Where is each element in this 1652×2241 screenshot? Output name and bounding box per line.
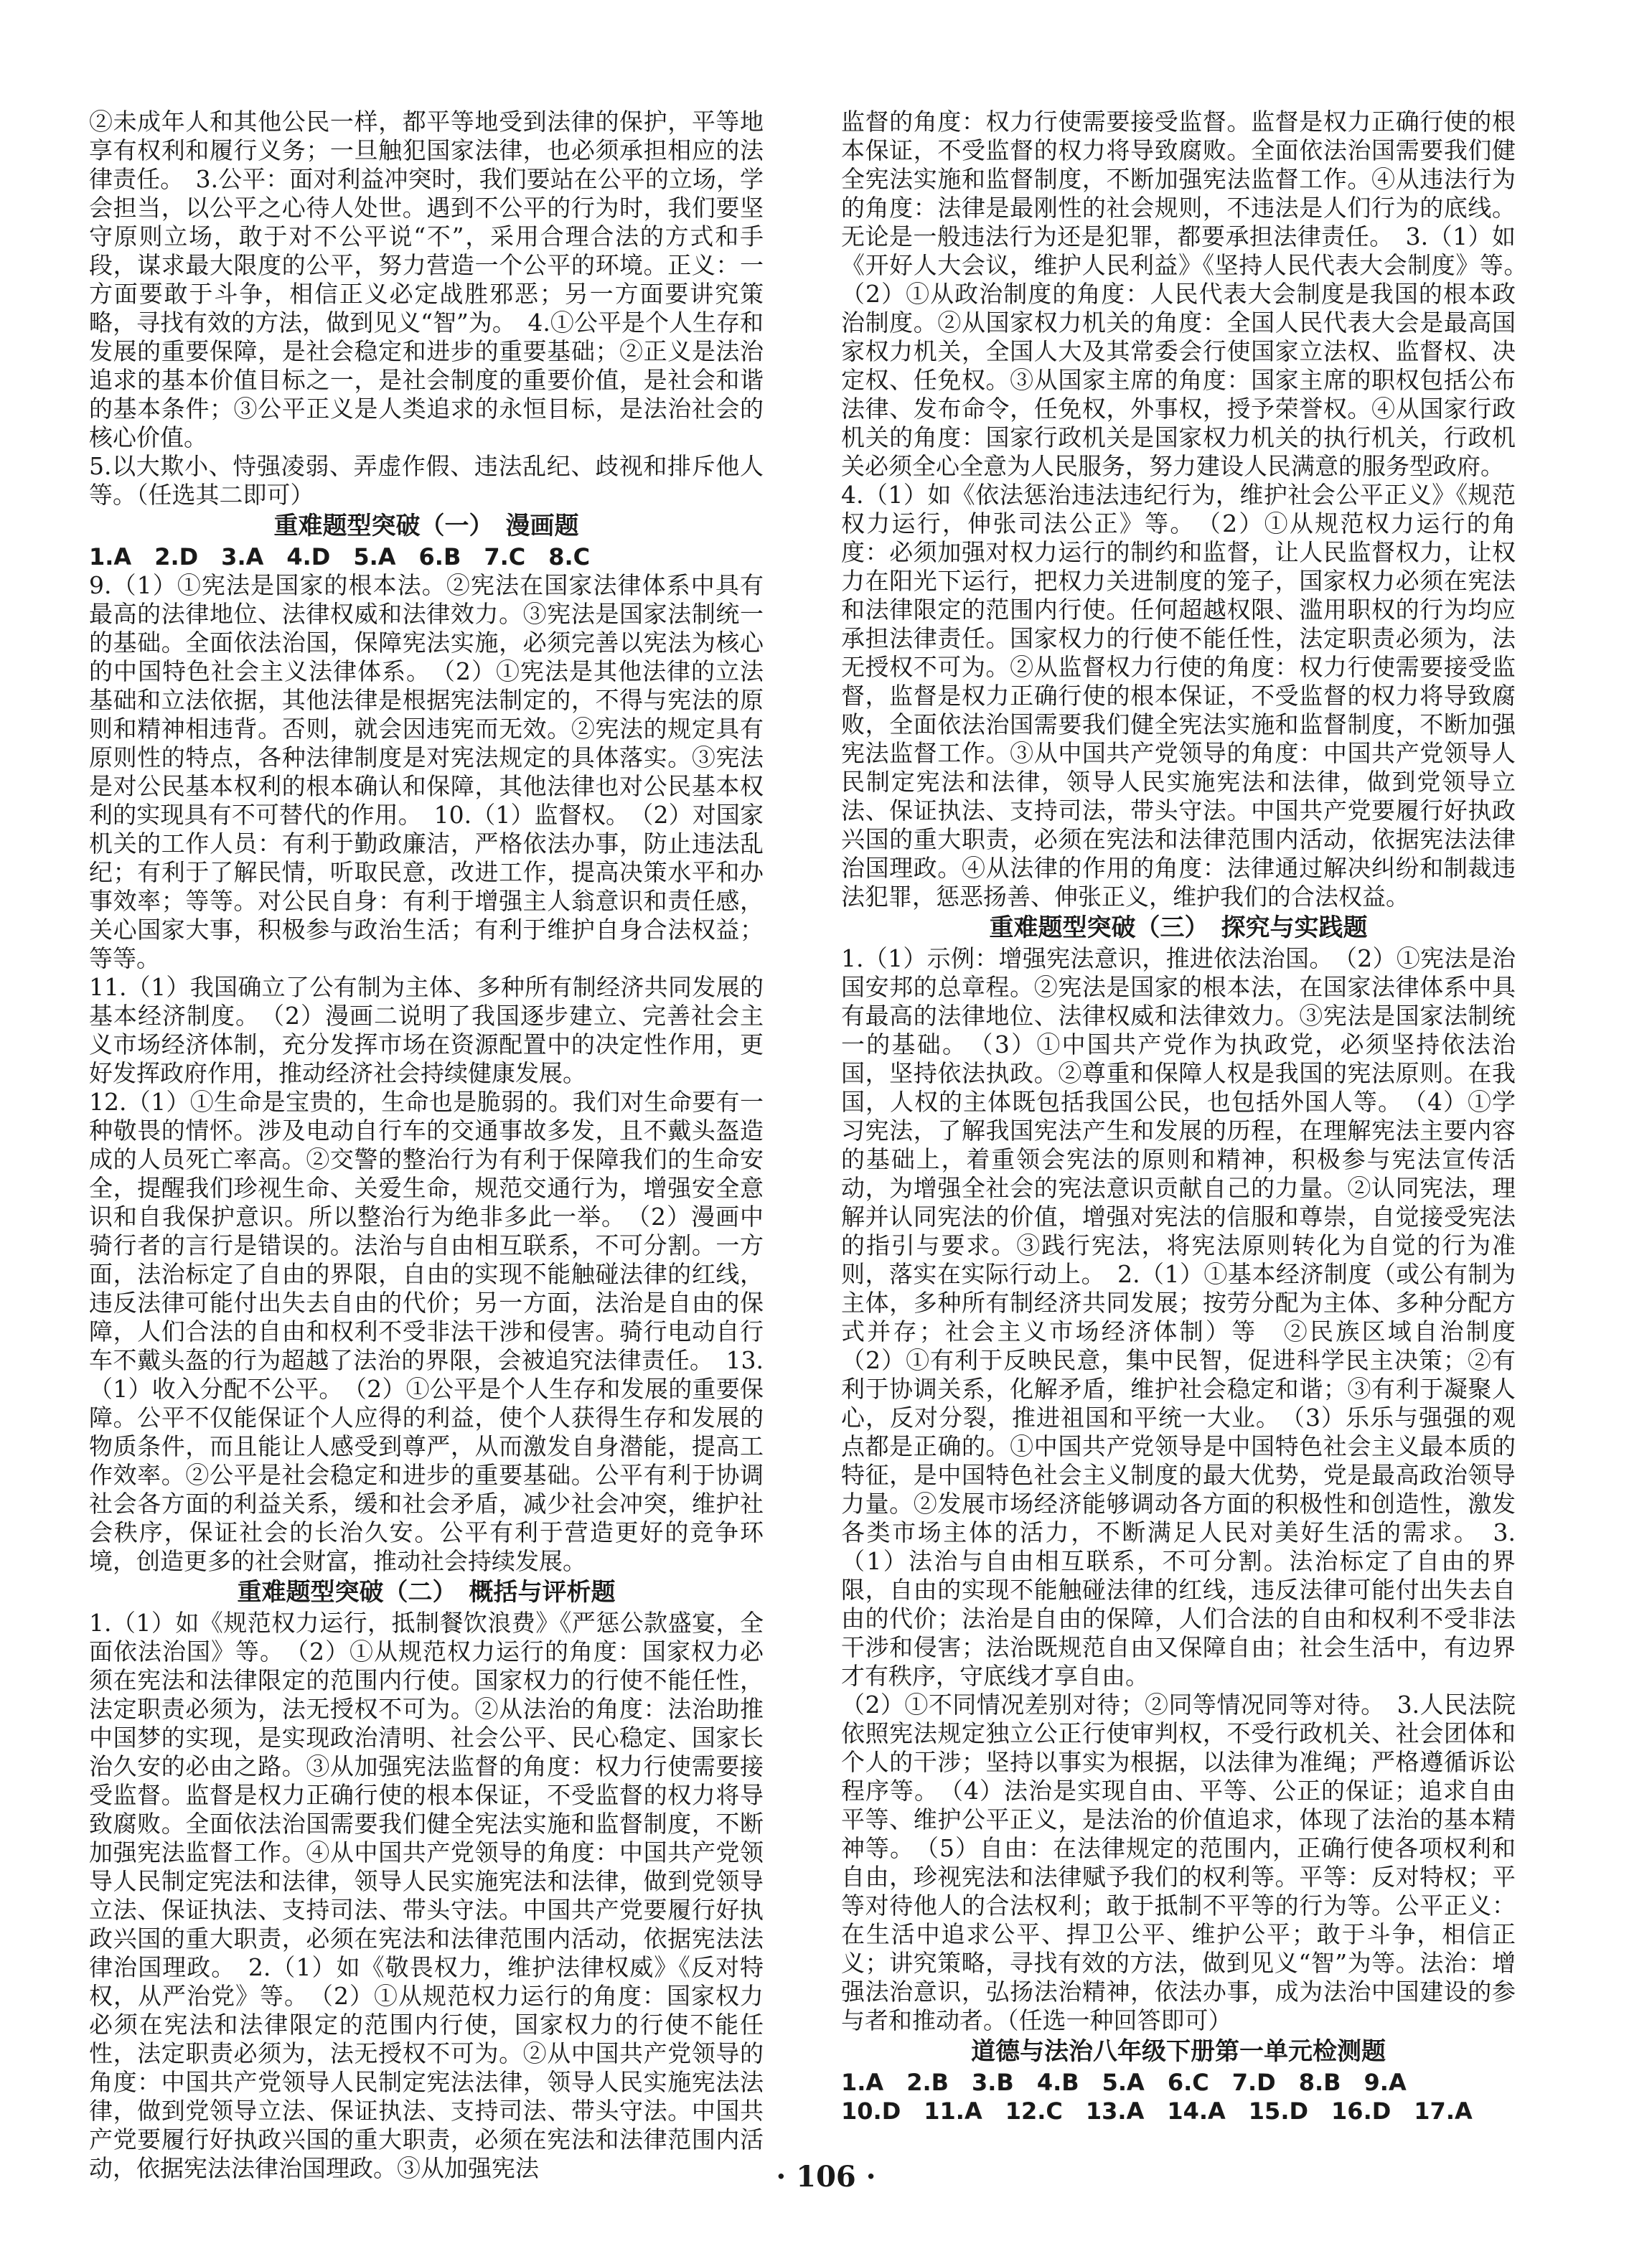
paragraph: 1.（1）示例：增强宪法意识，推进依法治国。 （2）①宪法是治国安邦的总章程。②宪法是国家的根本法，在国家法律体系中具有最高的法律地位、法律权威和法律效力。③宪法是国家法制统一的基础。 （3）①中国共产党作为执政党，必须坚持依法治国，坚持依法执政。②尊重和保障人权是我国的宪法原则。在我国，人权的主体既包括我国公民，也包括外国人等。 （4）①学习宪法，了解我国宪法产生和发展的历程，在理解宪法主要内容的基础上，着重领会宪法的原则和精神，积极参与宪法宣传活动，为增强全社会的宪法意识贡献自己的力量。②认同宪法，理解并认同宪法的价值，增强对宪法的信服和尊崇，自觉接受宪法的指引与要求。③践行宪法，将宪法原则转化为自觉的行为准则，落实在实际行动上。 2.（1）①基本经济制度（或公有制为主体，多种所有制经济共同发展；按劳分配为主体、多种分配方式并存；社会主义市场经济体制）等 ②民族区域自治制度 （2）①有利于反映民意，集中民智，促进科学民主决策；②有利于协调关系，化解矛盾，维护社会稳定和谐；③有利于凝聚人心，反对分裂，推进祖国和平统一大业。 （3）乐乐与强强的观点都是正确的。①中国共产党领导是中国特色社会主义最本质的特征，是中国特色社会主义制度的最大优势，党是最高政治领导力量。②发展市场经济能够调动各方面的积极性和创造性，激发各类市场主体的活力，不断满足人民对美好生活的需求。 3.（1）法治与自由相互联系，不可分割。法治标定了自由的界限，自由的实现不能触碰法律的红线，违反法律可能付出失去自由的代价；法治是自由的保障，人们合法的自由和权利不受非法干涉和侵害；法治既规范自由又保障自由；社会生活中，有边界才有秩序，守底线才享自由。 xyxy=(841,944,1539,1690)
left-column xyxy=(89,108,764,2183)
multiple-choice-answers: 10.D 11.A 12.C 13.A 14.A 15.D 16.D 17.A xyxy=(841,2097,1473,2125)
multiple-choice-answers: 1.A 2.D 3.A 4.D 5.A 6.B 7.C 8.C xyxy=(89,543,591,570)
paragraph: ②未成年人和其他公民一样，都平等地受到法律的保护，平等地享有权利和履行义务；一旦触犯国家法律，也必须承担相应的法律责任。 3.公平：面对利益冲突时，我们要站在公平的立场，学会担当，以公平之心待人处世。遇到不公平的行为时，我们要坚守原则立场，敢于对不公平说“不”，采用合理合法的方式和手段，谋求最大限度的公平，努力营造一个公平的环境。正义：一方面要敢于斗争，相信正义必定战胜邪恶；另一方面要讲究策略，寻找有效的方法，做到见义“智”为。 4.①公平是个人生存和发展的重要保障，是社会稳定和进步的重要基础；②正义是法治追求的基本价值目标之一，是社会制度的重要价值，是社会和谐的基本条件；③公平正义是人类追求的永恒目标，是法治社会的核心价值。 xyxy=(89,108,764,451)
paragraph: 11.（1）我国确立了公有制为主体、多种所有制经济共同发展的基本经济制度。 （2）漫画二说明了我国逐步建立、完善社会主义市场经济体制，充分发挥市场在资源配置中的决定性作用，更好发挥政府作用，推动经济社会持续健康发展。 xyxy=(89,973,764,1087)
multiple-choice-answers: 1.A 2.B 3.B 4.B 5.A 6.C 7.D 8.B 9.A xyxy=(841,2069,1407,2096)
paragraph: 监督的角度：权力行使需要接受监督。监督是权力正确行使的根本保证，不受监督的权力将导致腐败。全面依法治国需要我们健全宪法实施和监督制度，不断加强宪法监督工作。④从违法行为的角度：法律是最刚性的社会规则，不违法是人们行为的底线。无论是一般违法行为还是犯罪，都要承担法律责任。 3.（1）如《开好人大会议，维护人民利益》《坚持人民代表大会制度》等。 （2）①从政治制度的角度：人民代表大会制度是我国的根本政治制度。②从国家权力机关的角度：全国人民代表大会是最高国家权力机关，全国人大及其常委会行使国家立法权、监督权、决定权、任免权。③从国家主席的角度：国家主席的职权包括公布法律、发布命令，任免权，外事权，授予荣誉权。④从国家行政机关的角度：国家行政机关是国家权力机关的执行机关，行政机关必须全心全意为人民服务，努力建设人民满意的服务型政府。 xyxy=(841,108,1539,480)
paragraph: 12.（1）①生命是宝贵的，生命也是脆弱的。我们对生命要有一种敬畏的情怀。涉及电动自行车的交通事故多发，且不戴头盔造成的人员死亡率高。②交警的整治行为有利于保障我们的生命安全，提醒我们珍视生命、关爱生命，规范交通行为，增强安全意识和自我保护意识。所以整治行为绝非多此一举。 （2）漫画中骑行者的言行是错误的。法治与自由相互联系，不可分割。一方面，法治标定了自由的界限，自由的实现不能触碰法律的红线，违反法律可能付出失去自由的代价；另一方面，法治是自由的保障，人们合法的自由和权利不受非法干涉和侵害。骑行电动自行车不戴头盔的行为超越了法治的界限，会被追究法律责任。 13.（1）收入分配不公平。 （2）①公平是个人生存和发展的重要保障。公平不仅能保证个人应得的利益，使个人获得生存和发展的物质条件，而且能让人感受到尊严，从而激发自身潜能，提高工作效率。②公平是社会稳定和进步的重要基础。公平有利于协调社会各方面的利益关系，缓和社会矛盾，减少社会冲突，维护社会秩序，保证社会的长治久安。公平有利于营造更好的竞争环境，创造更多的社会财富，推动社会持续发展。 xyxy=(89,1088,764,1575)
paragraph: （2）①不同情况差别对待；②同等情况同等对待。 3.人民法院依照宪法规定独立公正行使审判权，不受行政机关、社会团体和个人的干涉；坚持以事实为根据，以法律为准绳；严格遵循诉讼程序等。 （4）法治是实现自由、平等、公正的保证；追求自由平等、维护公平正义，是法治的价值追求，体现了法治的基本精神等。 （5）自由：在法律规定的范围内，正确行使各项权利和自由，珍视宪法和法律赋予我们的权利等。平等：反对特权；平等对待他人的合法权利；敢于抵制不平等的行为等。公平正义：在生活中追求公平、捍卫公平、维护公平；敢于斗争，相信正义；讲究策略，寻找有效的方法，做到见义“智”为等。法治：增强法治意识，弘扬法治精神，依法办事，成为法治中国建设的参与者和推动者。（任选一种回答即可） xyxy=(841,1691,1516,2034)
paragraph: 9.（1）①宪法是国家的根本法。②宪法在国家法律体系中具有最高的法律地位、法律权威和法律效力。③宪法是国家法制统一的基础。全面依法治国，保障宪法实施，必须完善以宪法为核心的中国特色社会主义法律体系。 （2）①宪法是其他法律的立法基础和立法依据，其他法律是根据宪法制定的，不得与宪法的原则和精神相违背。否则，就会因违宪而无效。②宪法的规定具有原则性的特点，各种法律制度是对宪法规定的具体落实。③宪法是对公民基本权利的根本确认和保障，其他法律也对公民基本权利的实现具有不可替代的作用。 10.（1）监督权。 （2）对国家机关的工作人员：有利于勤政廉洁，严格依法办事，防止违法乱纪；有利于了解民情，听取民意，改进工作，提高决策水平和办事效率；等等。对公民自身：有利于增强主人翁意识和责任感，关心国家大事，积极参与政治生活；有利于维护自身合法权益；等等。 xyxy=(89,571,764,972)
section-heading: 道德与法治八年级下册第一单元检测题 xyxy=(971,2037,1386,2066)
page-number: · 106 · xyxy=(776,2160,876,2194)
paragraph: 4.（1）如《依法惩治违法违纪行为，维护社会公平正义》《规范权力运行，伸张司法公正》等。 （2）①从规范权力运行的角度：必须加强对权力运行的制约和监督，让人民监督权力，让权力在阳光下运行，把权力关进制度的笼子，国家权力必须在宪法和法律限定的范围内行使。任何超越权限、滥用职权的行为均应承担法律责任。国家权力的行使不能任性，法定职责必须为，法无授权不可为。②从监督权力行使的角度：权力行使需要接受监督，监督是权力正确行使的根本保证，不受监督的权力将导致腐败，全面依法治国需要我们健全宪法实施和监督制度，不断加强宪法监督工作。③从中国共产党领导的角度：中国共产党领导人民制定宪法和法律，领导人民实施宪法和法律，做到党领导立法、保证执法、支持司法，带头守法。中国共产党要履行好执政兴国的重大职责，必须在宪法和法律范围内活动，依据宪法法律治国理政。④从法律的作用的角度：法律通过解决纠纷和制裁违法犯罪，惩恶扬善、伸张正义，维护我们的合法权益。 xyxy=(841,481,1516,911)
right-column xyxy=(841,108,1539,2125)
section-heading: 重难题型突破（一） 漫画题 xyxy=(273,512,579,540)
paragraph: 1.（1）如《规范权力运行，抵制餐饮浪费》《严惩公款盛宴，全面依法治国》等。 （2）①从规范权力运行的角度：国家权力必须在宪法和法律限定的范围内行使。国家权力的行使不能任性，法定职责必须为，法无授权不可为。②从法治的角度：法治助推中国梦的实现，是实现政治清明、社会公平、民心稳定、国家长治久安的必由之路。③从加强宪法监督的角度：权力行使需要接受监督。监督是权力正确行使的根本保证，不受监督的权力将导致腐败。全面依法治国需要我们健全宪法实施和监督制度，不断加强宪法监督工作。④从中国共产党领导的角度：中国共产党领导人民制定宪法和法律，领导人民实施宪法和法律，做到党领导立法、保证执法、支持司法、带头守法。中国共产党要履行好执政兴国的重大职责，必须在宪法和法律范围内活动，依据宪法法律治国理政。 2.（1）如《敬畏权力，维护法律权威》《反对特权，从严治党》等。 （2）①从规范权力运行的角度：国家权力必须在宪法和法律限定的范围内行使，国家权力的行使不能任性，法定职责必须为，法无授权不可为。②从中国共产党领导的角度：中国共产党领导人民制定宪法法律，领导人民实施宪法法律，做到党领导立法、保证执法、支持司法、带头守法。中国共产党要履行好执政兴国的重大职责，必须在宪法和法律范围内活动，依据宪法法律治国理政。③从加强宪法 xyxy=(89,1609,764,2182)
paragraph: 5.以大欺小、恃强凌弱、弄虚作假、违法乱纪、歧视和排斥他人等。（任选其二即可） xyxy=(89,452,764,509)
section-heading: 重难题型突破（三） 探究与实践题 xyxy=(989,913,1368,942)
section-heading: 重难题型突破（二） 概括与评析题 xyxy=(237,1578,616,1607)
